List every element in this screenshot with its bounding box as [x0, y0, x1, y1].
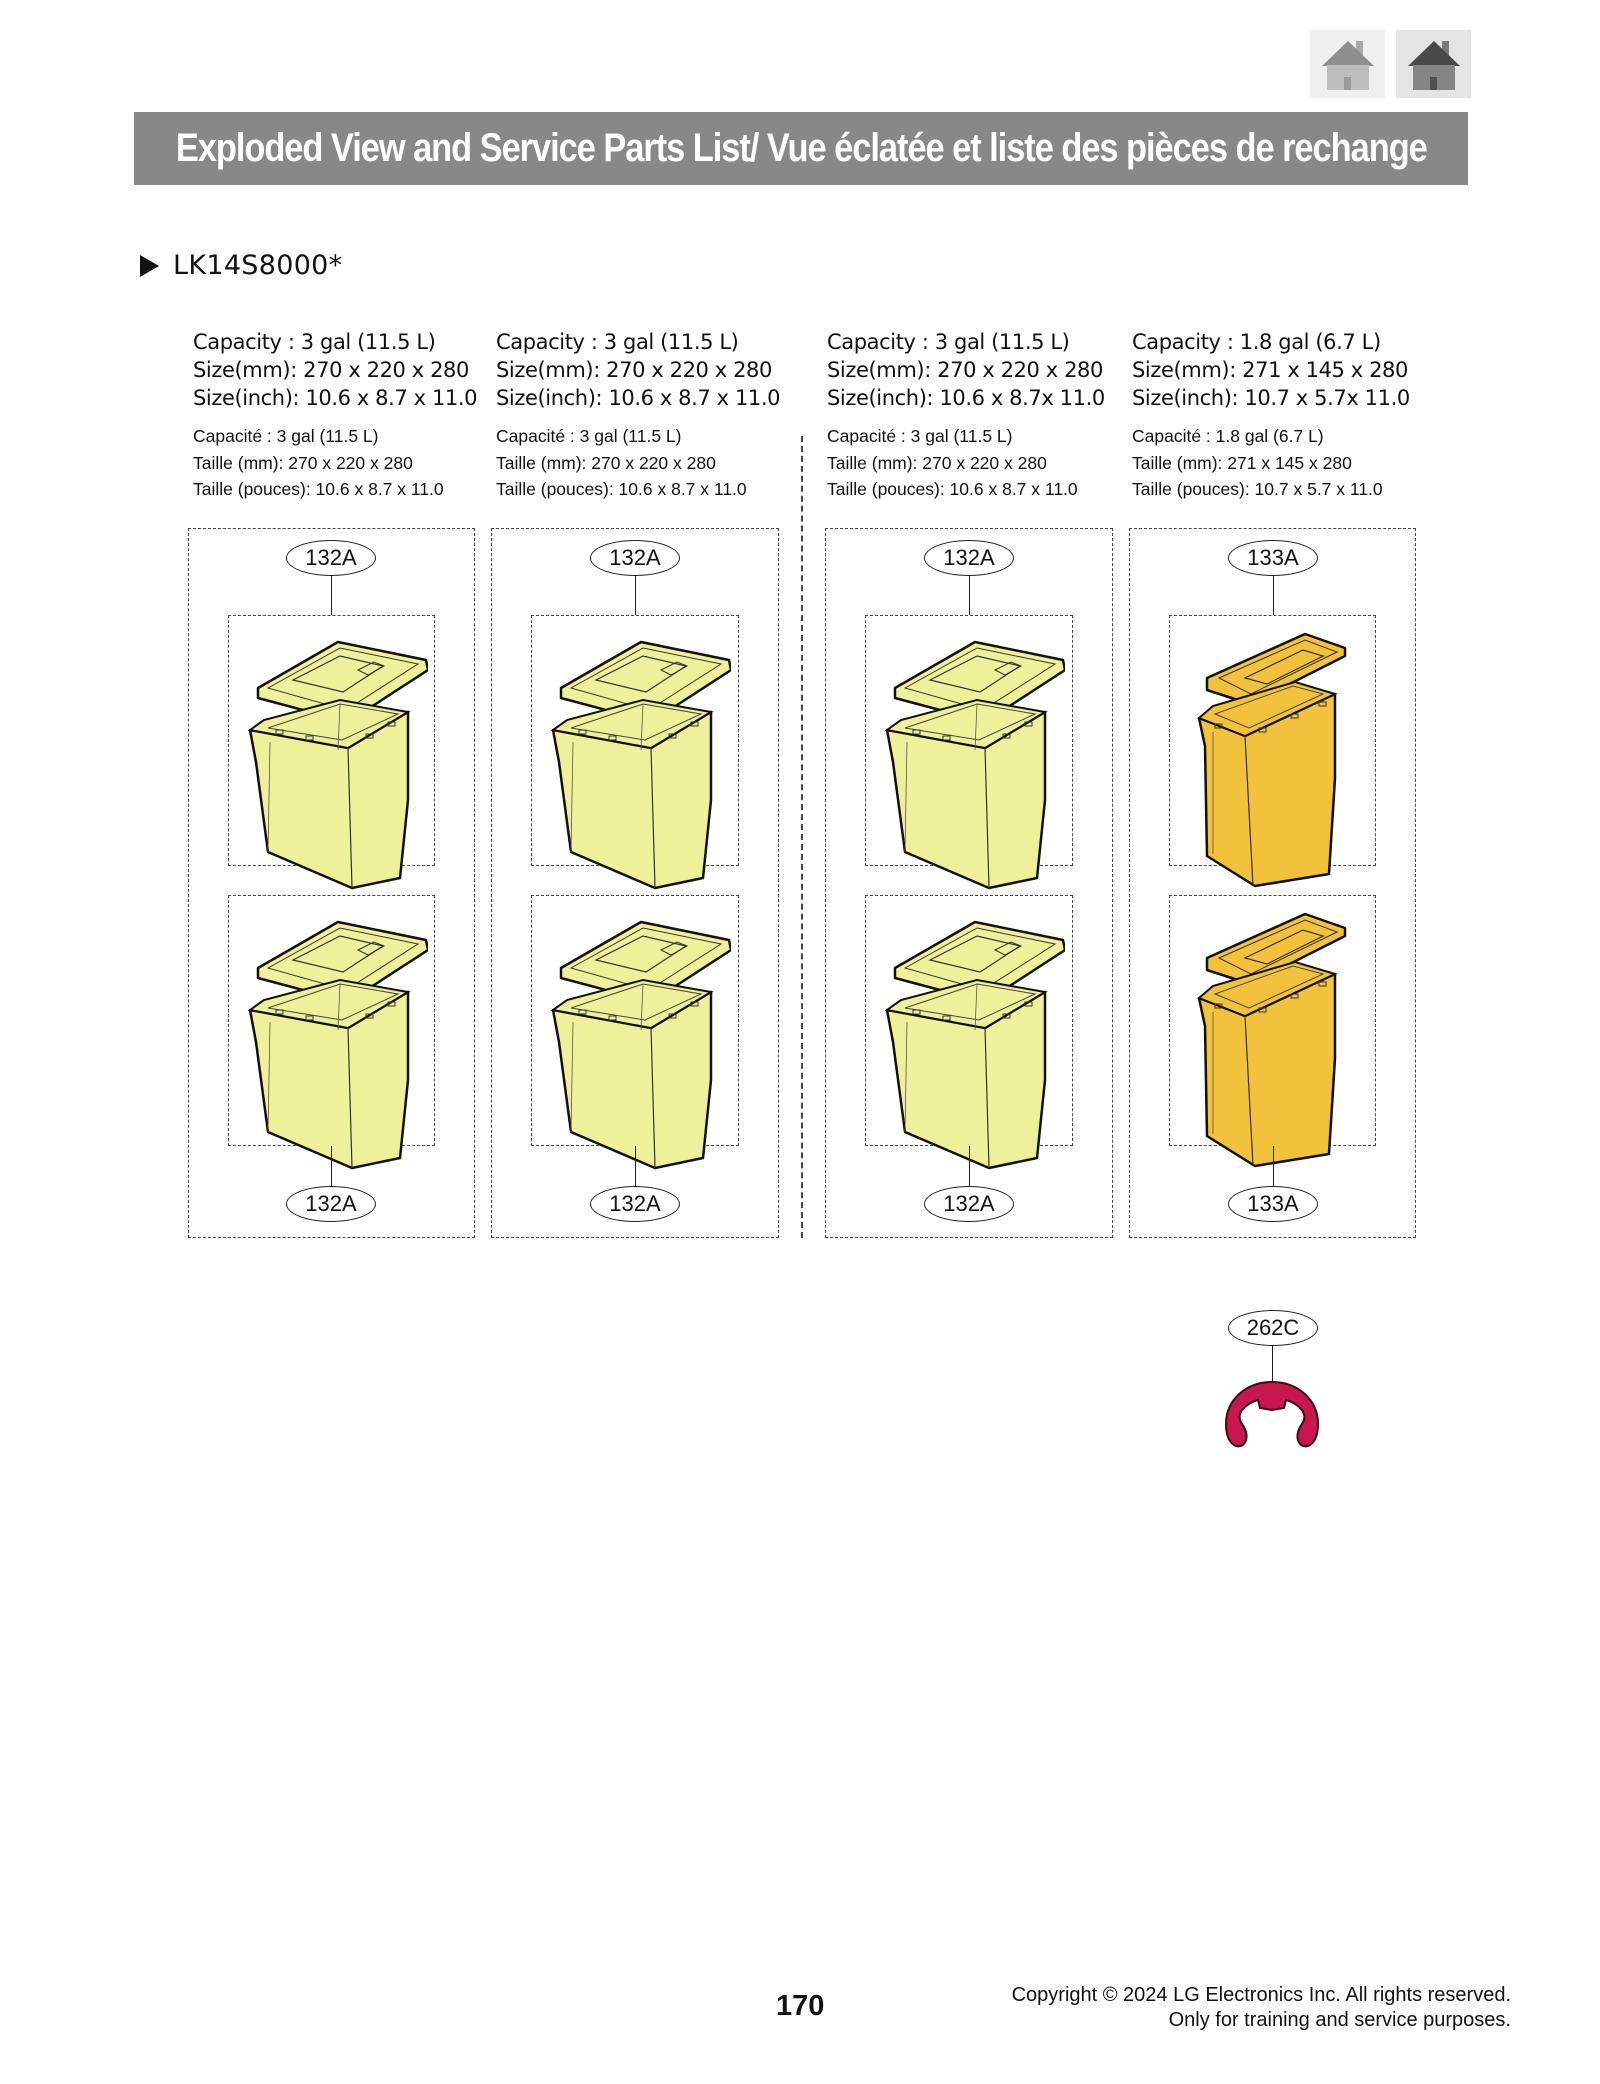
callout-133a-top[interactable]: 133A	[1228, 540, 1318, 576]
callout-132a-top[interactable]: 132A	[286, 540, 376, 576]
spec-size-mm: Size(mm): 270 x 220 x 280	[193, 358, 469, 382]
bin-large-icon[interactable]	[248, 630, 428, 892]
e-clip-icon[interactable]	[1222, 1380, 1322, 1448]
triangle-right-icon	[140, 255, 159, 277]
page-title-bar	[134, 112, 1468, 185]
spec-taille-mm: Taille (mm): 270 x 220 x 280	[193, 452, 413, 473]
copyright-notice	[1012, 1983, 1511, 2033]
model-heading	[140, 250, 342, 281]
leader-line	[331, 576, 332, 615]
bin-large-icon[interactable]	[551, 630, 731, 892]
bin-large-icon[interactable]	[885, 630, 1065, 892]
spec-block	[193, 328, 477, 503]
spec-size-inch: Size(inch): 10.6 x 8.7x 11.0	[827, 386, 1105, 410]
spec-block	[1132, 328, 1410, 503]
leader-line	[969, 576, 970, 615]
bin-large-icon[interactable]	[551, 910, 731, 1172]
spec-capacite: Capacité : 3 gal (11.5 L)	[827, 426, 1013, 446]
model-name: LK14S8000*	[173, 250, 343, 281]
leader-line	[1273, 576, 1274, 615]
spec-block	[827, 328, 1105, 503]
bin-large-icon[interactable]	[885, 910, 1065, 1172]
callout-132a-bottom[interactable]: 132A	[286, 1186, 376, 1222]
spec-capacite: Capacité : 3 gal (11.5 L)	[193, 426, 379, 446]
leader-line	[635, 1146, 636, 1186]
spec-capacity: Capacity : 3 gal (11.5 L)	[193, 330, 436, 354]
leader-line	[1273, 1146, 1274, 1186]
callout-132a-top[interactable]: 132A	[924, 540, 1014, 576]
leader-line	[331, 1146, 332, 1186]
spec-capacity: Capacity : 3 gal (11.5 L)	[496, 330, 739, 354]
home-button-light[interactable]	[1310, 30, 1385, 98]
callout-133a-bottom[interactable]: 133A	[1228, 1186, 1318, 1222]
spec-block	[496, 328, 780, 503]
spec-size-mm: Size(mm): 270 x 220 x 280	[827, 358, 1103, 382]
spec-taille-pouces: Taille (pouces): 10.7 x 5.7 x 11.0	[1132, 479, 1383, 499]
spec-taille-pouces: Taille (pouces): 10.6 x 8.7 x 11.0	[827, 479, 1078, 499]
leader-line	[635, 576, 636, 615]
spec-size-mm: Size(mm): 271 x 145 x 280	[1132, 358, 1408, 382]
home-icon	[1320, 37, 1376, 91]
spec-taille-pouces: Taille (pouces): 10.6 x 8.7 x 11.0	[193, 479, 444, 499]
spec-capacity: Capacity : 3 gal (11.5 L)	[827, 330, 1070, 354]
spec-taille-mm: Taille (mm): 271 x 145 x 280	[1132, 452, 1352, 473]
leader-line	[1272, 1346, 1273, 1382]
spec-size-inch: Size(inch): 10.7 x 5.7x 11.0	[1132, 386, 1410, 410]
page-title: Exploded View and Service Parts List/ Vue éclatée et liste des pièces de rechange	[175, 126, 1427, 170]
callout-132a-top[interactable]: 132A	[590, 540, 680, 576]
copyright-line-1: Copyright © 2024 LG Electronics Inc. All rights reserved.	[1011, 1984, 1511, 2006]
spec-size-inch: Size(inch): 10.6 x 8.7 x 11.0	[193, 386, 478, 410]
spec-capacite: Capacité : 3 gal (11.5 L)	[496, 426, 682, 446]
callout-132a-bottom[interactable]: 132A	[924, 1186, 1014, 1222]
home-icon	[1406, 37, 1462, 91]
leader-line	[969, 1146, 970, 1186]
spec-taille-pouces: Taille (pouces): 10.6 x 8.7 x 11.0	[496, 479, 747, 499]
spec-taille-mm: Taille (mm): 270 x 220 x 280	[496, 452, 716, 473]
home-button-dark[interactable]	[1396, 30, 1471, 98]
column-divider	[801, 436, 803, 1238]
spec-size-inch: Size(inch): 10.6 x 8.7 x 11.0	[496, 386, 781, 410]
bin-large-icon[interactable]	[248, 910, 428, 1172]
spec-taille-mm: Taille (mm): 270 x 220 x 280	[827, 452, 1047, 473]
callout-132a-bottom[interactable]: 132A	[590, 1186, 680, 1222]
bin-slim-icon[interactable]	[1195, 908, 1347, 1170]
callout-262c[interactable]: 262C	[1228, 1310, 1318, 1346]
bin-slim-icon[interactable]	[1195, 628, 1347, 890]
copyright-line-2: Only for training and service purposes.	[1168, 2009, 1511, 2031]
spec-capacity: Capacity : 1.8 gal (6.7 L)	[1132, 330, 1381, 354]
page-number: 170	[776, 1990, 825, 2022]
spec-capacite: Capacité : 1.8 gal (6.7 L)	[1132, 426, 1324, 446]
spec-size-mm: Size(mm): 270 x 220 x 280	[496, 358, 772, 382]
